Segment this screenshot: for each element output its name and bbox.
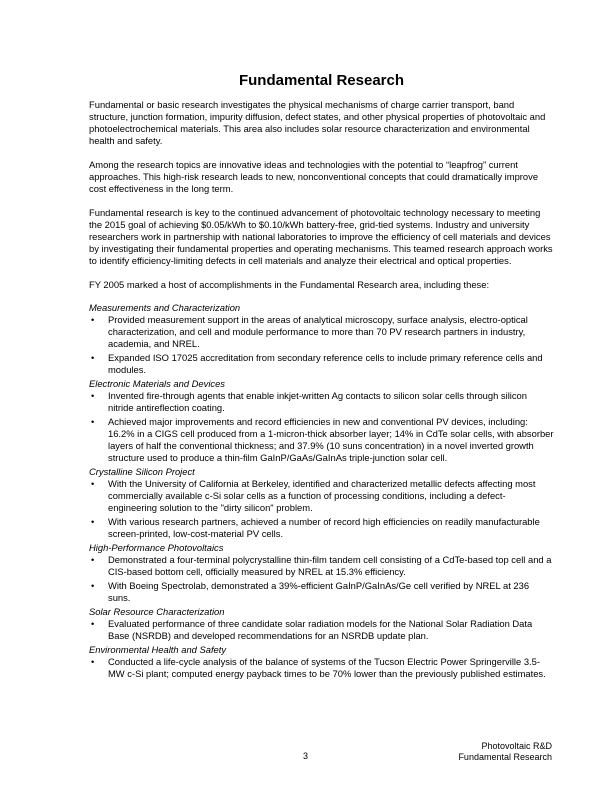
document-body xyxy=(89,72,554,682)
bullet-icon: • xyxy=(91,390,95,401)
section-heading: Measurements and Characterization xyxy=(89,302,241,313)
section-heading: Solar Resource Characterization xyxy=(89,606,225,617)
list-item-text: Invented fire-through agents that enable inkjet-written Ag contacts to silicon solar cells through silicon nitride antireflection coating. xyxy=(108,390,527,413)
bullet-icon: • xyxy=(91,352,95,363)
list-item xyxy=(89,516,554,540)
list-item xyxy=(89,478,554,514)
list-item xyxy=(89,352,554,376)
bullet-list xyxy=(89,618,554,642)
section-heading: Electronic Materials and Devices xyxy=(89,378,225,389)
bullet-icon: • xyxy=(91,314,95,325)
accomplishment-sections xyxy=(89,302,554,680)
list-item-text: With Boeing Spectrolab, demonstrated a 39%-efficient GaInP/GaInAs/Ge cell verified by NREL at 236 suns. xyxy=(108,580,530,603)
bullet-list xyxy=(89,390,554,464)
bullet-icon: • xyxy=(91,416,95,427)
page-number: 3 xyxy=(303,751,309,761)
bullet-icon: • xyxy=(91,516,95,527)
footer-line-1: Photovoltaic R&D xyxy=(481,741,552,751)
list-item-text: With the University of California at Berkeley, identified and characterized metallic defects affecting most commercially available c-Si solar cells as a function of processing conditions, including a defect-engineering solution to the "dirty silicon" problem. xyxy=(108,478,536,513)
section-heading: High-Performance Photovoltaics xyxy=(89,542,224,553)
footer-line-2: Fundamental Research xyxy=(458,752,552,762)
section-heading: Crystalline Silicon Project xyxy=(89,466,195,477)
list-item-text: Evaluated performance of three candidate solar radiation models for the National Solar Radiation Data Base (NSRDB) and developed recommendations for an NSRDB update plan. xyxy=(108,618,533,641)
intro-paragraph-4: FY 2005 marked a host of accomplishments in the Fundamental Research area, including these: xyxy=(89,279,490,290)
footer-running-title xyxy=(458,741,552,763)
bullet-icon: • xyxy=(91,554,95,565)
list-item-text: Provided measurement support in the areas of analytical microscopy, surface analysis, electro-optical characterization, and cell and module performance to more than 70 PV research partners in industry, academia, and NREL. xyxy=(108,314,528,349)
bullet-list xyxy=(89,478,554,540)
bullet-list xyxy=(89,554,554,604)
list-item xyxy=(89,580,554,604)
section-heading: Environmental Health and Safety xyxy=(89,644,227,655)
list-item xyxy=(89,656,554,680)
intro-paragraph-1: Fundamental or basic research investigates the physical mechanisms of charge carrier transport, band structure, junction formation, impurity diffusion, defect states, and other physical properties of photovoltaic and photoelectrochemical materials. This area also includes solar resource characterization and environmental health and safety. xyxy=(89,99,546,146)
list-item-text: Achieved major improvements and record efficiencies in new and conventional PV devices, including: 16.2% in a CIGS cell produced from a 1-micron-thick absorber layer; 14% in CdTe solar cells, with absorber layers of half the conventional thickness; and 37.9% (10 suns concentration) in a novel inverted growth structure used to produce a thin-film GaInP/GaAs/GaInAs triple-junction solar cell. xyxy=(108,416,554,463)
bullet-list xyxy=(89,314,554,376)
list-item xyxy=(89,390,554,414)
list-item-text: Expanded ISO 17025 accreditation from secondary reference cells to include primary reference cells and modules. xyxy=(108,352,543,375)
page-title: Fundamental Research xyxy=(238,72,405,89)
list-item xyxy=(89,554,554,578)
list-item-text: Conducted a life-cycle analysis of the balance of systems of the Tucson Electric Power Springerville 3.5-MW c-Si plant; computed energy payback times to be 70% lower than the previously published estimates. xyxy=(108,656,546,679)
list-item xyxy=(89,416,554,464)
bullet-icon: • xyxy=(91,656,95,667)
intro-paragraph-2: Among the research topics are innovative ideas and technologies with the potential to “leapfrog” current approaches. This high-risk research leads to new, nonconventional concepts that could dramatically improve cost effectiveness in the long term. xyxy=(89,159,539,194)
intro-paragraph-3: Fundamental research is key to the continued advancement of photovoltaic technology necessary to meeting the 2015 goal of achieving $0.05/kWh to $0.10/kWh battery-free, grid-tied systems. Industry and university researchers work in partnership with national laboratories to improve the efficiency of cell materials and devices by investigating their fundamental properties and operating mechanisms. This teamed research approach works to identify efficiency-limiting defects in cell materials and analyze their electrical and optical properties. xyxy=(89,207,553,266)
list-item xyxy=(89,618,554,642)
list-item-text: Demonstrated a four-terminal polycrystalline thin-film tandem cell consisting of a CdTe-based top cell and a CIS-based bottom cell, officially measured by NREL at 15.3% efficiency. xyxy=(108,554,552,577)
bullet-icon: • xyxy=(91,478,95,489)
list-item-text: With various research partners, achieved a number of record high efficiencies on readily manufacturable screen-printed, low-cost-material PV cells. xyxy=(108,516,540,539)
list-item xyxy=(89,314,554,350)
bullet-list xyxy=(89,656,554,680)
bullet-icon: • xyxy=(91,618,95,629)
bullet-icon: • xyxy=(91,580,95,591)
